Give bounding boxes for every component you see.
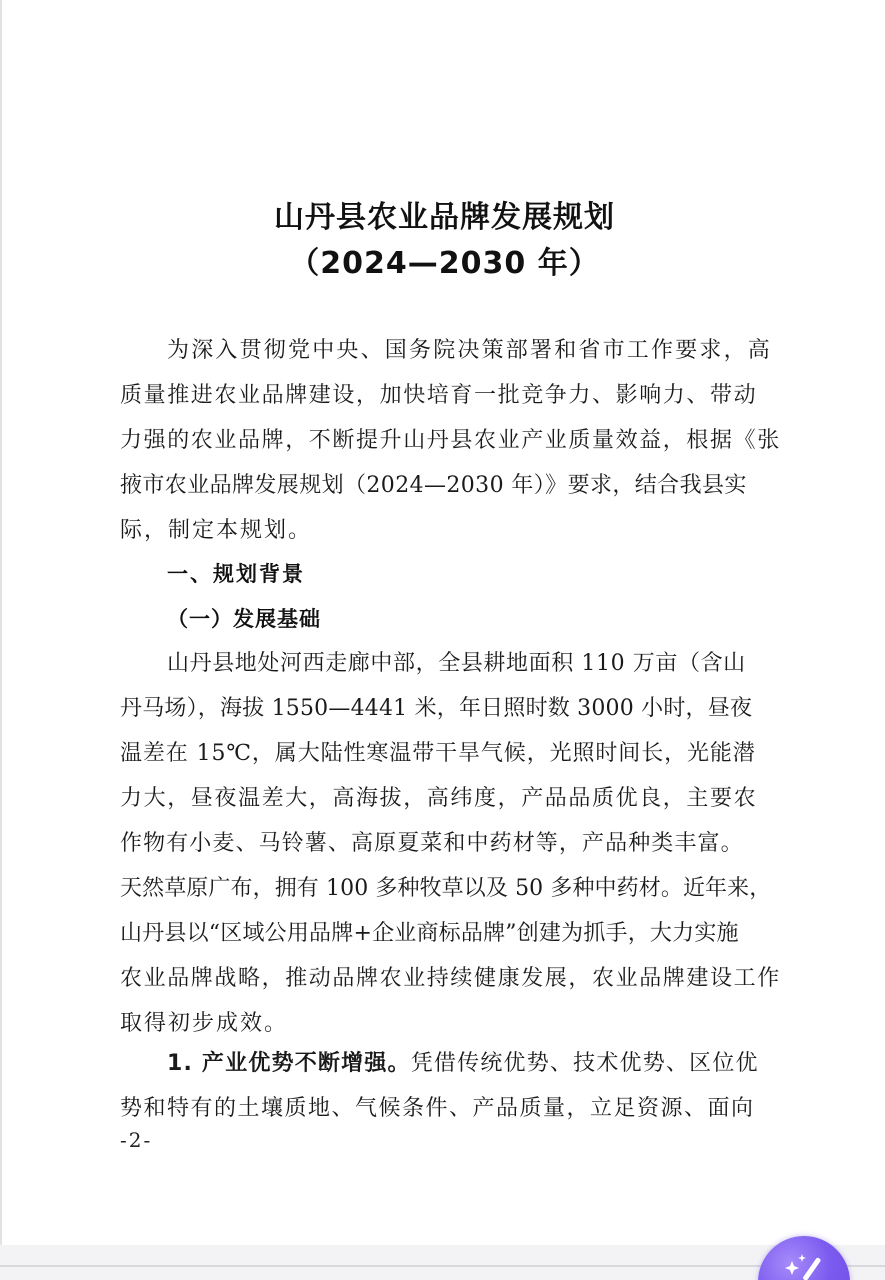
body-line: 天然草原广布，拥有 100 多种牧草以及 50 多种中药材。近年来，	[120, 876, 772, 901]
body-line: 山丹县以“区域公用品牌+企业商标品牌”创建为抓手，大力实施	[120, 921, 739, 946]
body-line: 山丹县地处河西走廊中部，全县耕地面积 110 万亩（含山	[167, 651, 746, 676]
intro-line: 力强的农业品牌，不断提升山丹县农业产业质量效益，根据《张	[120, 428, 781, 453]
intro-line: 掖市农业品牌发展规划（2024—2030 年）》要求，结合我县实	[120, 473, 747, 498]
intro-line: 为深入贯彻党中央、国务院决策部署和省市工作要求，高	[167, 338, 773, 363]
body-line: 农业品牌战略，推动品牌农业持续健康发展，农业品牌建设工作	[120, 966, 781, 991]
body-line: 取得初步成效。	[120, 1011, 289, 1036]
intro-line: 质量推进农业品牌建设，加快培育一批竞争力、影响力、带动	[120, 383, 758, 408]
document-subtitle: （2024—2030 年）	[289, 246, 600, 281]
body-line: 丹马场），海拔 1550—4441 米，年日照时数 3000 小时，昼夜	[120, 696, 753, 721]
subsection-heading: （一）发展基础	[167, 607, 321, 631]
point-1-text: 凭借传统优势、技术优势、区位优	[410, 1051, 759, 1076]
body-line: 作物有小麦、马铃薯、高原夏菜和中药材等，产品种类丰富。	[120, 831, 744, 856]
body-line: 温差在 15℃，属大陆性寒温带干旱气候，光照时间长，光能潜	[120, 741, 756, 766]
point-1-bold-lead: 1. 产业优势不断增强。	[167, 1051, 411, 1076]
section-heading: 一、规划背景	[167, 562, 305, 586]
document-title: 山丹县农业品牌发展规划	[274, 200, 615, 235]
viewer-bottom-bar	[0, 1245, 885, 1280]
sparkle-wand-icon	[784, 1250, 828, 1280]
page-number: -2-	[120, 1128, 153, 1152]
body-line: 势和特有的土壤质地、气候条件、产品质量，立足资源、面向	[120, 1096, 755, 1121]
divider	[0, 1265, 885, 1267]
body-line: 力大，昼夜温差大，高海拔，高纬度，产品品质优良，主要农	[120, 786, 758, 811]
point-1-line	[167, 1050, 759, 1078]
intro-line: 际，制定本规划。	[120, 518, 313, 543]
